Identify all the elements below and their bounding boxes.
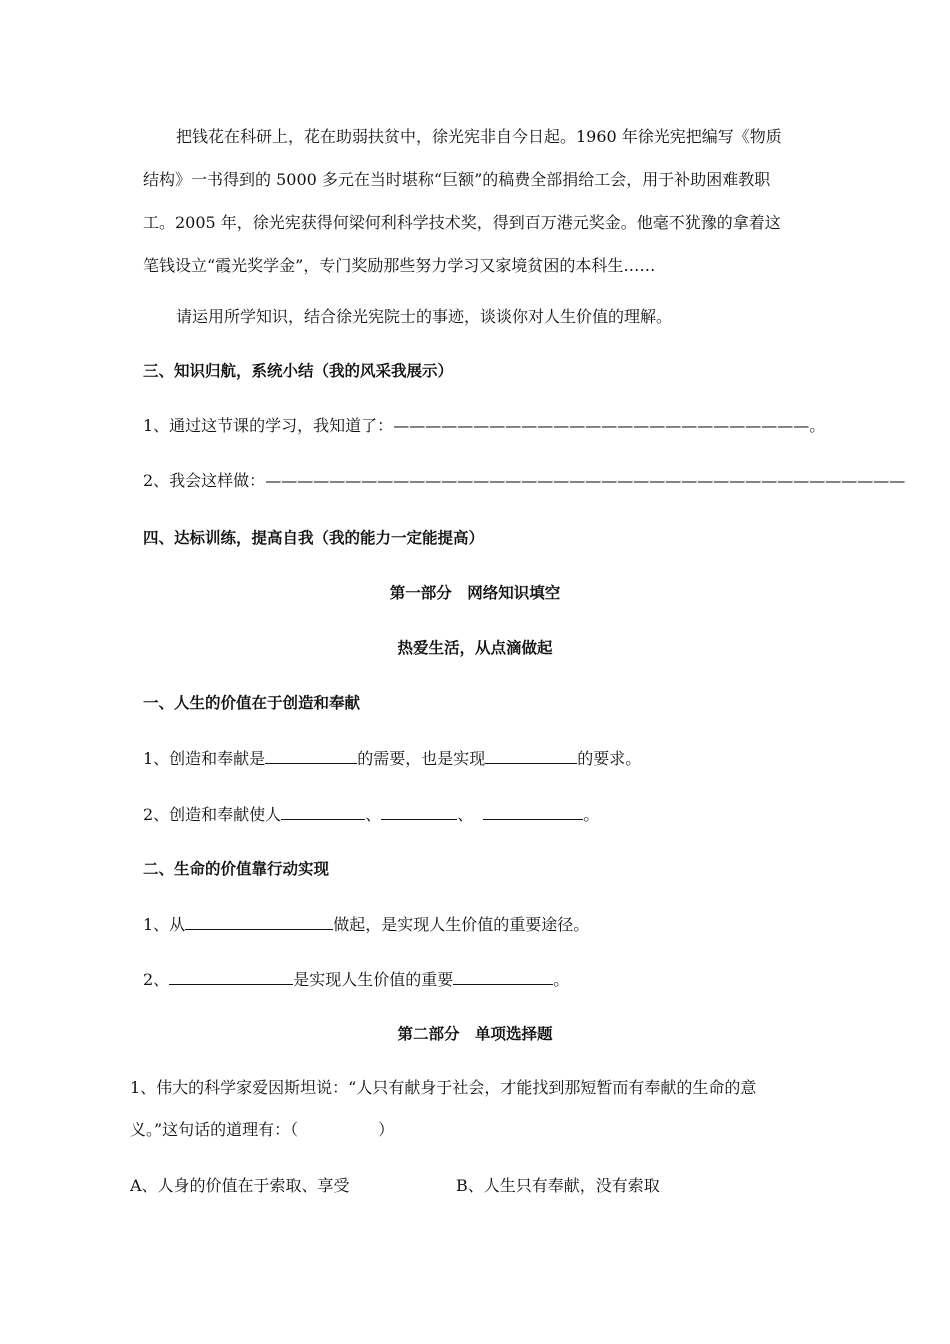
s1-q2-blank-2[interactable] (381, 804, 457, 820)
s1-q2-end: 。 (583, 805, 600, 824)
item1-prefix: 1、通过这节课的学习，我知道了： (143, 416, 394, 435)
option-a[interactable]: A、人身的价值在于索取、享受 (130, 1176, 350, 1195)
option-b[interactable]: B、人生只有奉献，没有索取 (456, 1176, 660, 1195)
passage-line-2: 结构》一书得到的 5000 多元在当时堪称“巨额”的稿费全部捐给工会，用于补助困难教职 (143, 170, 771, 189)
s2-q1-text-b: 做起，是实现人生价值的重要途径。 (333, 915, 590, 934)
s1-q2-sep-1: 、 (365, 805, 382, 824)
s2-q2-text-b: 是实现人生价值的重要 (293, 970, 454, 989)
item1-answer-line[interactable]: —————————————————————————— (393, 416, 810, 435)
s2-q2-text-a: 2、 (143, 970, 170, 989)
part1-subtitle: 热爱生活，从点滴做起 (397, 639, 553, 657)
passage-line-1: 把钱花在科研上，花在助弱扶贫中，徐光宪非自今日起。1960 年徐光宪把编写《物质 (176, 127, 782, 146)
part2-q1-line-1: 1、伟大的科学家爱因斯坦说：“人只有献身于社会，才能找到那短暂而有奉献的生命的意 (130, 1078, 757, 1097)
s1-q1-text-c: 的要求。 (577, 749, 642, 768)
section3-heading: 三、知识归航，系统小结（我的风采我展示） (143, 362, 454, 380)
passage-line-3: 工。2005 年，徐光宪获得何梁何利科学技术奖，得到百万港元奖金。他毫不犹豫的拿着这 (143, 213, 781, 232)
s1-q1-blank-2[interactable] (485, 748, 577, 764)
passage-question: 请运用所学知识，结合徐光宪院士的事迹，谈谈你对人生价值的理解。 (176, 307, 673, 326)
s1-q1-blank-1[interactable] (265, 748, 357, 764)
s1-q2-blank-1[interactable] (281, 804, 365, 820)
part2-q1-line-2: 义。”这句话的道理有：（ ） (130, 1120, 395, 1139)
item2-prefix: 2、我会这样做： (143, 471, 266, 490)
passage-line-4: 笔钱设立“霞光奖学金”，专门奖励那些努力学习又家境贫困的本科生…… (143, 256, 656, 275)
part2-title: 第二部分 单项选择题 (397, 1025, 553, 1043)
s1-q2-sep-2: 、 (457, 805, 474, 824)
item2-answer-line[interactable]: ———————————————————————————————————————— (265, 471, 906, 490)
part1-s2-question-1 (143, 914, 589, 935)
part1-title: 第一部分 网络知识填空 (389, 584, 561, 602)
part1-s1-question-2 (143, 804, 599, 825)
s1-q2-text-a: 2、创造和奉献使人 (143, 805, 282, 824)
section3-item-2 (143, 471, 905, 491)
s2-q1-blank[interactable] (185, 914, 333, 930)
s1-q1-text-b: 的需要，也是实现 (357, 749, 486, 768)
part1-s2-question-2 (143, 969, 569, 990)
section4-heading: 四、达标训练，提高自我（我的能力一定能提高） (143, 529, 485, 547)
part1-s1-question-1 (143, 748, 641, 769)
part1-section2-heading: 二、生命的价值靠行动实现 (143, 860, 330, 878)
s1-q2-blank-3[interactable] (483, 804, 583, 820)
s2-q2-end: 。 (553, 970, 570, 989)
item1-suffix: 。 (809, 416, 826, 435)
s2-q2-blank-1[interactable] (169, 969, 293, 985)
s1-q1-text-a: 1、创造和奉献是 (143, 749, 266, 768)
s2-q2-blank-2[interactable] (453, 969, 553, 985)
section3-item-1 (143, 416, 825, 436)
s2-q1-text-a: 1、从 (143, 915, 186, 934)
part1-section1-heading: 一、人生的价值在于创造和奉献 (143, 694, 361, 712)
